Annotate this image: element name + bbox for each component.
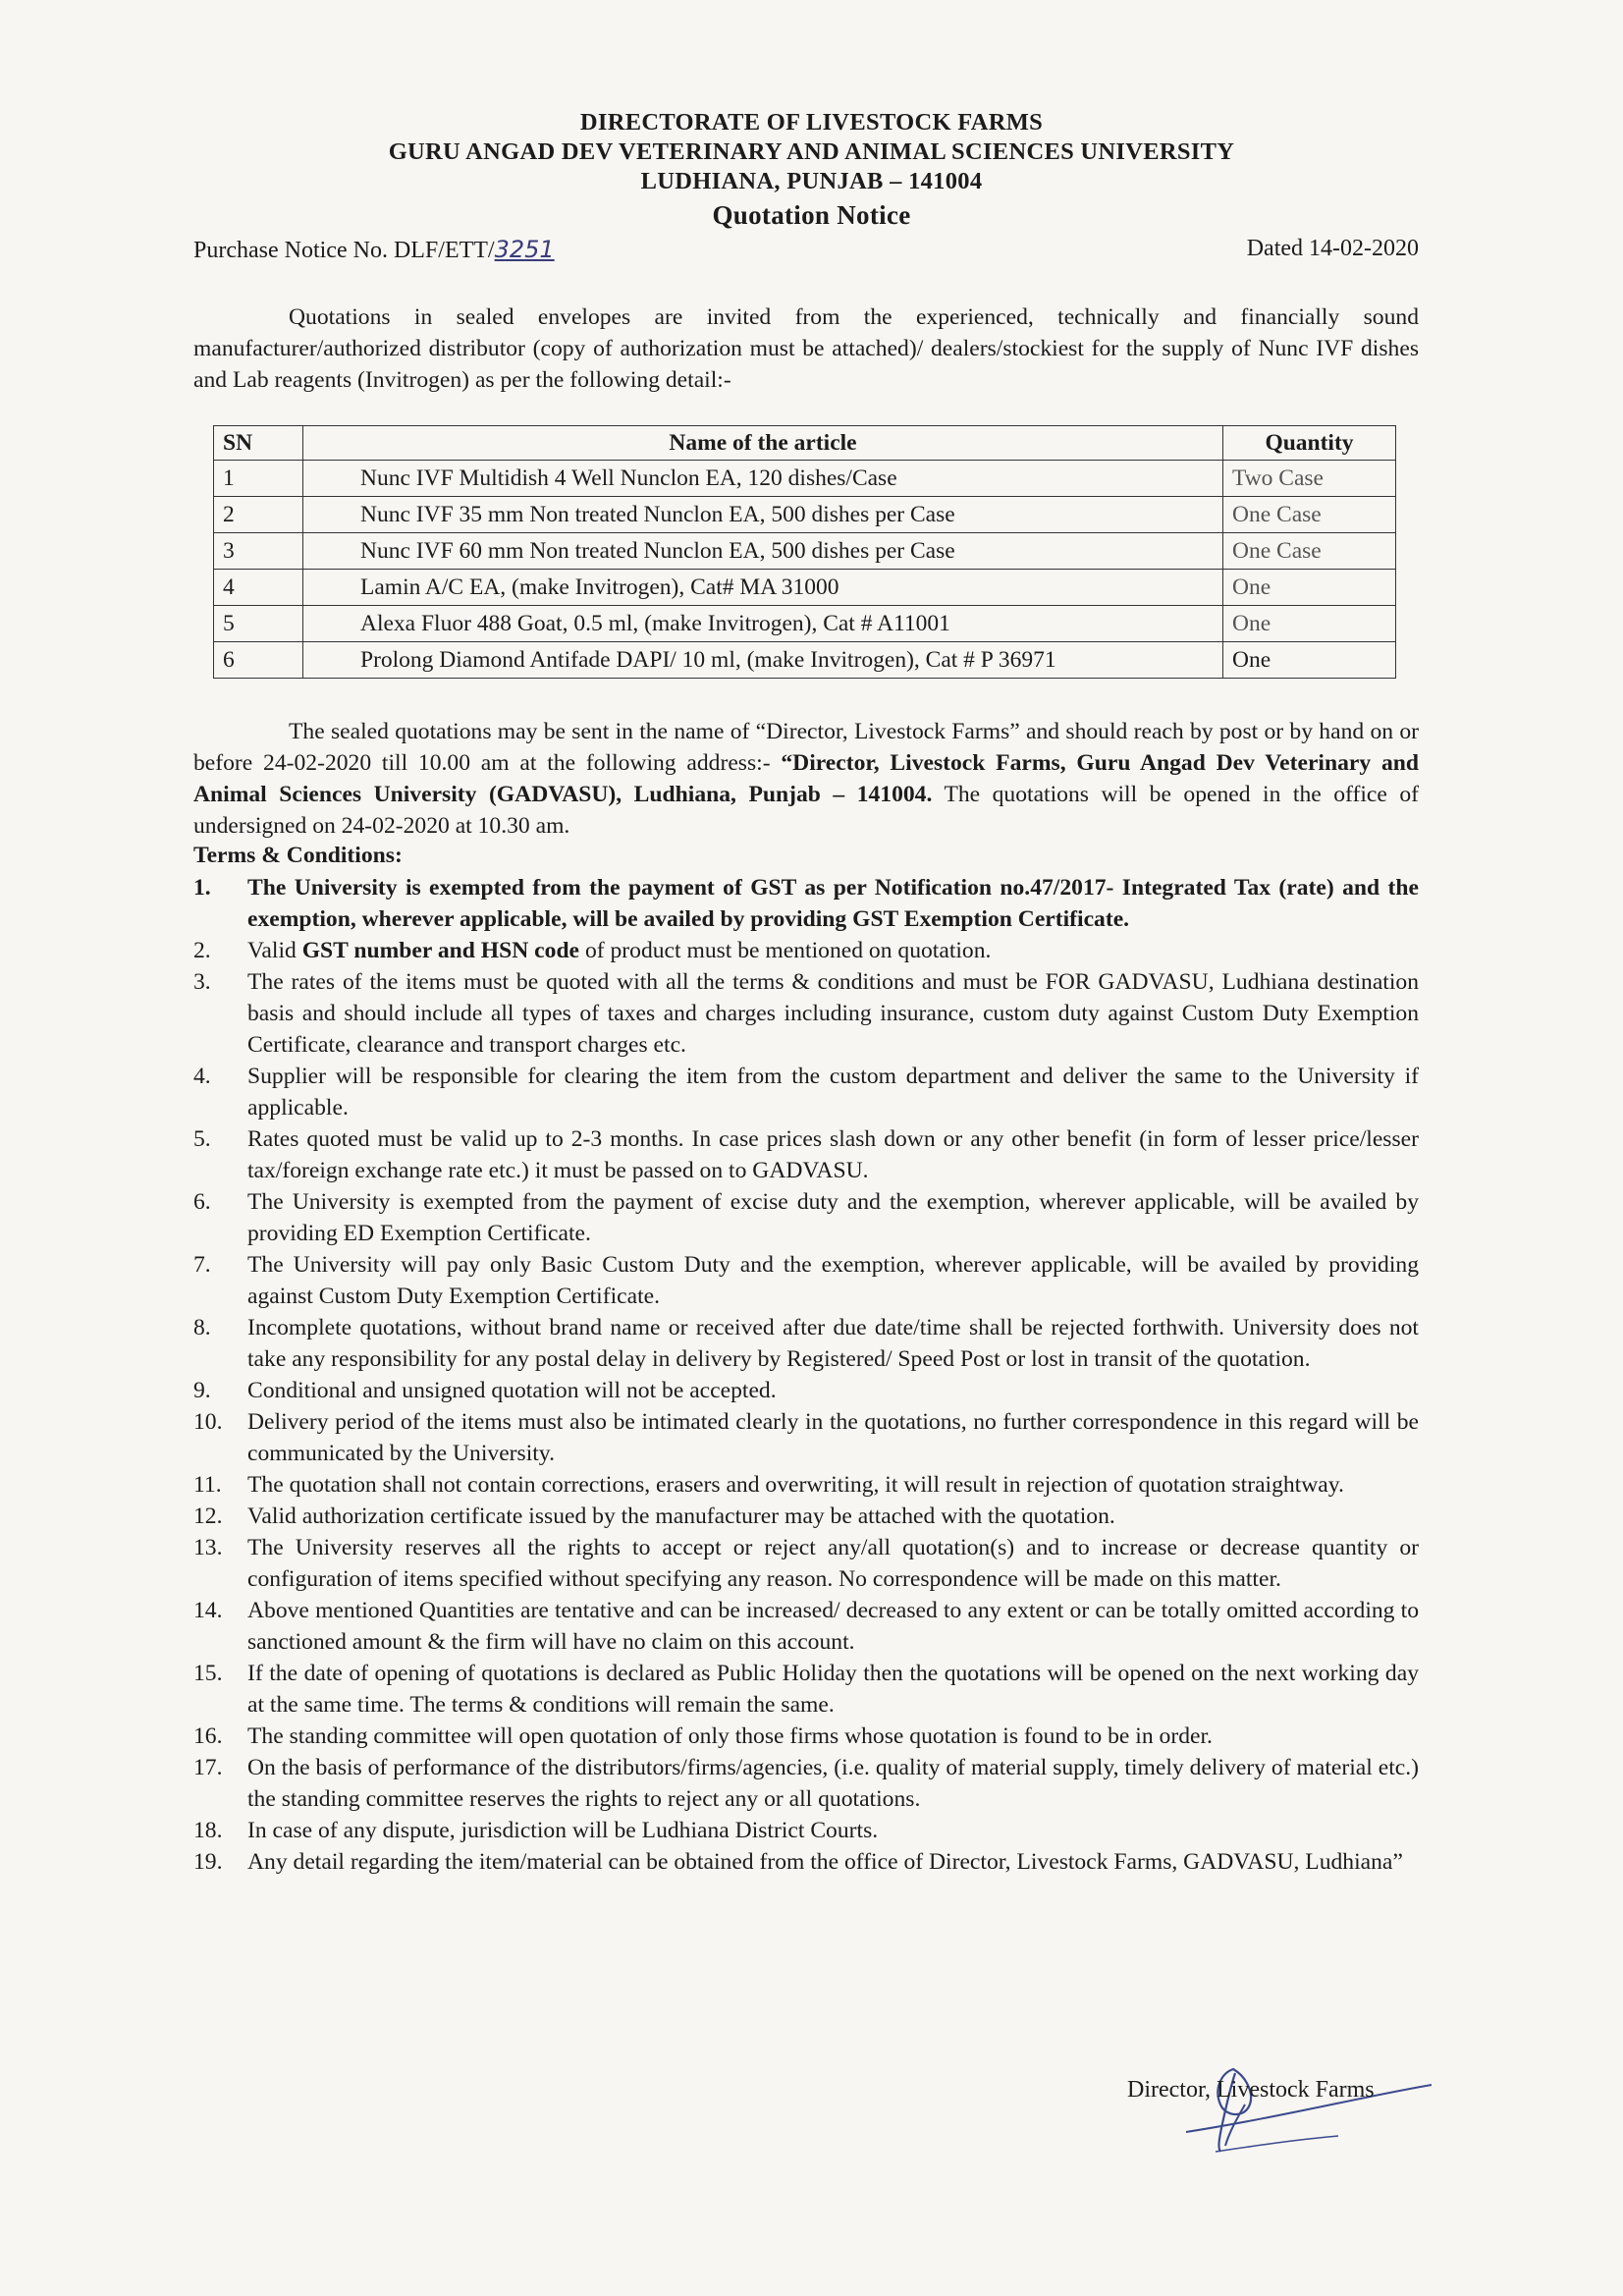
list-item <box>193 1595 1419 1658</box>
row-sn: 5 <box>214 606 303 642</box>
terms-list <box>193 872 1419 1878</box>
list-item <box>193 1061 1419 1123</box>
table-row <box>214 497 1396 533</box>
item-text: Supplier will be responsible for clearing the item from the custom department and deliver the same to the University if applicable. <box>247 1064 1419 1121</box>
item-text: The rates of the items must be quoted with all the terms & conditions and must be FOR GADVASU, Ludhiana destination basis and should include all types of taxes and charges including insurance, custom duty against Custom Duty Exemption Certificate, clearance and transport charges etc. <box>247 969 1419 1058</box>
list-item <box>193 1406 1419 1469</box>
list-item <box>193 1658 1419 1721</box>
table-row <box>214 461 1396 497</box>
list-item <box>193 1375 1419 1406</box>
submission-paragraph <box>193 716 1419 842</box>
item-number: 1. <box>193 875 211 901</box>
item-number: 3. <box>193 969 211 995</box>
row-quantity: One <box>1223 570 1396 606</box>
item-text: The University is exempted from the payment of GST as per Notification no.47/2017- Integrated Tax (rate) and the exemption, wherever applicable, will be availed by providing GST Exemption Certificate. <box>247 875 1419 932</box>
list-item <box>193 1186 1419 1249</box>
list-item <box>193 1501 1419 1532</box>
item-number: 14. <box>193 1598 223 1623</box>
list-item <box>193 1469 1419 1501</box>
item-number: 2. <box>193 938 211 963</box>
list-item <box>193 872 1419 935</box>
item-number: 16. <box>193 1723 223 1749</box>
item-number: 18. <box>193 1818 223 1843</box>
item-text: Incomplete quotations, without brand name or received after due date/time shall be rejected forthwith. University does not take any responsibility for any postal delay in delivery by Registered/ Speed Post or lost in transit of the quotation. <box>247 1315 1419 1372</box>
column-header-sn: SN <box>214 426 303 461</box>
item-text: The standing committee will open quotation of only those firms whose quotation is found to be in order. <box>247 1723 1213 1749</box>
item-number: 15. <box>193 1661 223 1686</box>
item-number: 9. <box>193 1378 211 1403</box>
list-item <box>193 1249 1419 1312</box>
university-name: GURU ANGAD DEV VETERINARY AND ANIMAL SCIENCES UNIVERSITY <box>388 138 1235 165</box>
item-text: Any detail regarding the item/material can be obtained from the office of Director, Livestock Farms, GADVASU, Ludhiana” <box>247 1849 1403 1875</box>
column-header-name: Name of the article <box>303 426 1223 461</box>
item-number: 6. <box>193 1189 211 1215</box>
item-text: Delivery period of the items must also be intimated clearly in the quotations, no further correspondence in this regard will be communicated by the University. <box>247 1409 1419 1466</box>
item-number: 5. <box>193 1126 211 1152</box>
table-row <box>214 642 1396 679</box>
terms-heading: Terms & Conditions: <box>193 843 403 868</box>
item-text: The University is exempted from the payment of excise duty and the exemption, wherever applicable, will be availed by providing ED Exemption Certificate. <box>247 1189 1419 1246</box>
list-item <box>193 1312 1419 1375</box>
page-title: Quotation Notice <box>712 200 911 230</box>
item-text-bold: GST number and HSN code <box>301 938 580 963</box>
row-article: Nunc IVF Multidish 4 Well Nunclon EA, 120 dishes/Case <box>303 461 1223 497</box>
row-article: Lamin A/C EA, (make Invitrogen), Cat# MA 31000 <box>303 570 1223 606</box>
row-sn: 3 <box>214 533 303 570</box>
item-number: 12. <box>193 1503 223 1529</box>
item-number: 8. <box>193 1315 211 1340</box>
row-article: Alexa Fluor 488 Goat, 0.5 ml, (make Invitrogen), Cat # A11001 <box>303 606 1223 642</box>
letterhead <box>0 108 1623 232</box>
list-item <box>193 935 1419 966</box>
item-text: Above mentioned Quantities are tentative and can be increased/ decreased to any extent or can be totally omitted according to sanctioned amount & the firm will have no claim on this account. <box>247 1598 1419 1655</box>
signatory-title: Director, Livestock Farms <box>1127 2077 1375 2103</box>
item-text: Conditional and unsigned quotation will not be accepted. <box>247 1378 777 1403</box>
item-number: 17. <box>193 1755 223 1780</box>
notice-date: Dated 14-02-2020 <box>1246 236 1419 261</box>
table-header-row <box>214 426 1396 461</box>
row-quantity: One Case <box>1223 533 1396 570</box>
item-text: The University will pay only Basic Custom Duty and the exemption, wherever applicable, will be availed by providing against Custom Duty Exemption Certificate. <box>247 1252 1419 1309</box>
purchase-notice-number <box>193 236 555 264</box>
submission-text: The sealed quotations may be sent in the name of “Director, Livestock Farms” and should reach by post or by hand on or before 24-02-2020 till 10.00 am at the following address:- <box>193 719 1419 776</box>
item-text: The quotation shall not contain corrections, erasers and overwriting, it will result in rejection of quotation straightway. <box>247 1472 1344 1498</box>
row-quantity: One <box>1223 642 1396 679</box>
submission-address: “Director, Livestock Farms, Guru Angad Dev Veterinary and Animal Sciences University (GADVASU), Ludhiana, Punjab – 141004. <box>193 750 1420 807</box>
purchase-notice-label: Purchase Notice No. DLF/ETT/ <box>193 238 495 263</box>
list-item <box>193 1815 1419 1846</box>
directorate-name: DIRECTORATE OF LIVESTOCK FARMS <box>579 109 1044 136</box>
list-item <box>193 1752 1419 1815</box>
item-number: 19. <box>193 1849 223 1875</box>
row-article: Prolong Diamond Antifade DAPI/ 10 ml, (make Invitrogen), Cat # P 36971 <box>303 642 1223 679</box>
item-number: 10. <box>193 1409 223 1435</box>
list-item <box>193 1846 1419 1878</box>
item-number: 13. <box>193 1535 223 1560</box>
row-quantity: Two Case <box>1223 461 1396 497</box>
list-item <box>193 1721 1419 1752</box>
opening-text: The quotations will be opened in the office of undersigned on 24-02-2020 at 10.30 am. <box>193 782 1419 839</box>
item-text: If the date of opening of quotations is declared as Public Holiday then the quotations will be opened on the next working day at the same time. The terms & conditions will remain the same. <box>247 1661 1419 1718</box>
list-item <box>193 1123 1419 1186</box>
column-header-quantity: Quantity <box>1223 426 1396 461</box>
table-row <box>214 606 1396 642</box>
item-text: Rates quoted must be valid up to 2-3 months. In case prices slash down or any other benefit (in form of lesser price/lesser tax/foreign exchange rate etc.) it must be passed on to GADVASU. <box>247 1126 1419 1183</box>
row-quantity: One Case <box>1223 497 1396 533</box>
table-row <box>214 533 1396 570</box>
university-address: LUDHIANA, PUNJAB – 141004 <box>640 168 983 194</box>
item-text: On the basis of performance of the distributors/firms/agencies, (i.e. quality of material supply, timely delivery of material etc.) the standing committee reserves the rights to reject any or all quotations. <box>247 1755 1419 1812</box>
row-sn: 1 <box>214 461 303 497</box>
row-sn: 4 <box>214 570 303 606</box>
item-number: 11. <box>193 1472 222 1498</box>
item-text: Valid <box>247 938 302 963</box>
row-quantity: One <box>1223 606 1396 642</box>
item-number: 4. <box>193 1064 211 1089</box>
item-text: Valid authorization certificate issued by the manufacturer may be attached with the quotation. <box>247 1503 1115 1529</box>
row-article: Nunc IVF 35 mm Non treated Nunclon EA, 500 dishes per Case <box>303 497 1223 533</box>
item-number: 7. <box>193 1252 211 1278</box>
intro-paragraph: Quotations in sealed envelopes are invited from the experienced, technically and financially sound manufacturer/authorized distributor (copy of authorization must be attached)/ dealers/stockiest for the supply of Nunc IVF dishes and Lab reagents (Invitrogen) as per the following detail:- <box>193 304 1419 393</box>
item-text: of product must be mentioned on quotation. <box>579 938 992 963</box>
items-table <box>213 425 1396 679</box>
list-item <box>193 966 1419 1061</box>
handwritten-notice-number: 3251 <box>494 236 555 263</box>
row-sn: 6 <box>214 642 303 679</box>
item-text: In case of any dispute, jurisdiction will be Ludhiana District Courts. <box>247 1818 879 1843</box>
list-item <box>193 1532 1419 1595</box>
signature-block <box>1127 2067 1432 2185</box>
item-text: The University reserves all the rights to accept or reject any/all quotation(s) and to increase or decrease quantity or configuration of items specified without specifying any reason. No correspondence will be made on this matter. <box>247 1535 1419 1592</box>
row-sn: 2 <box>214 497 303 533</box>
table-row <box>214 570 1396 606</box>
row-article: Nunc IVF 60 mm Non treated Nunclon EA, 500 dishes per Case <box>303 533 1223 570</box>
